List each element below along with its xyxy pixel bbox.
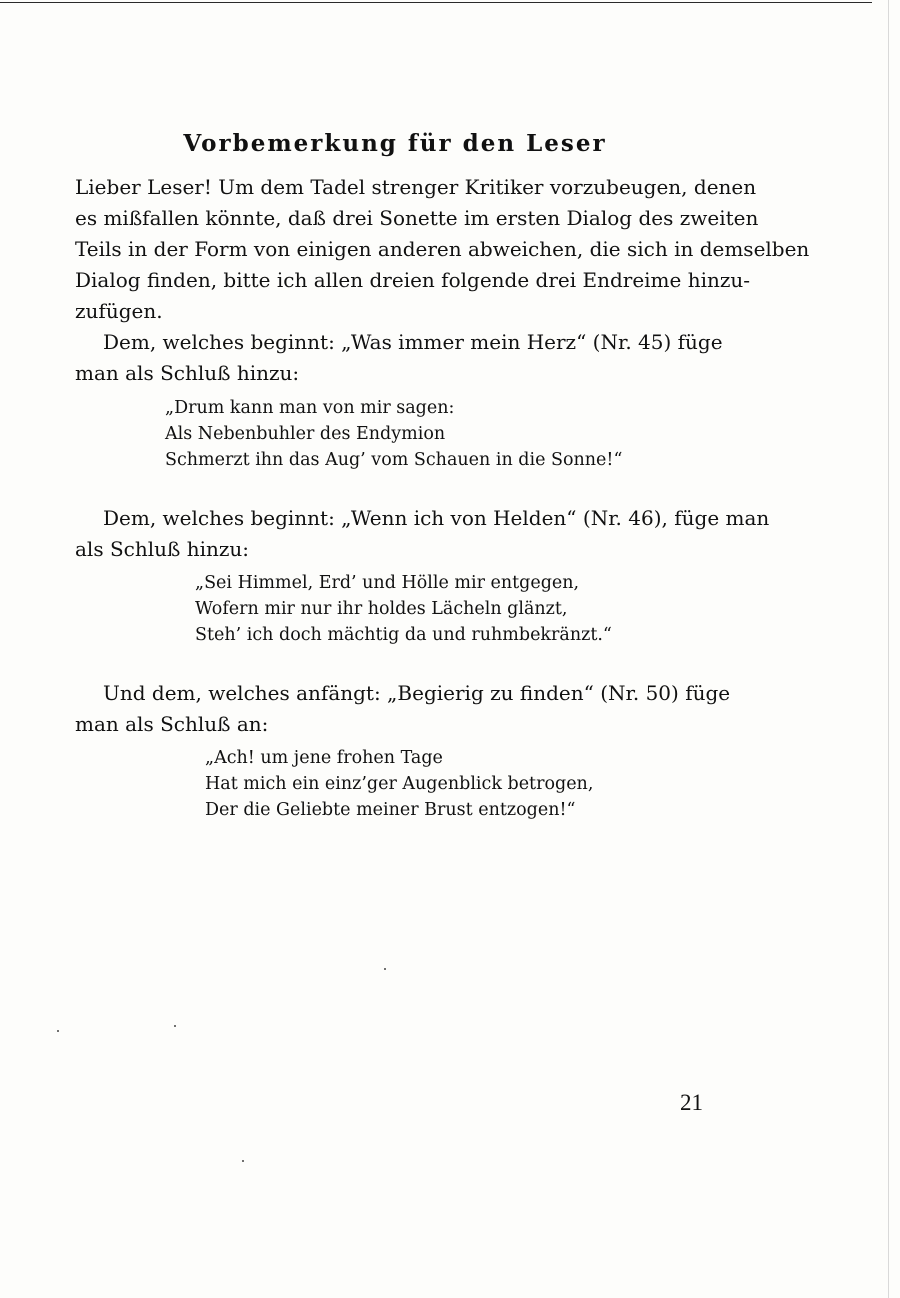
text-line: Dem, welches beginnt: „Wenn ich von Helden“ (Nr. 46), füge man [103, 506, 770, 530]
verse-line: Steh’ ich doch mächtig da und ruhmbekränzt.“ [195, 625, 612, 645]
verse-line: „Sei Himmel, Erd’ und Hölle mir entgegen, [195, 573, 580, 593]
sonnet-46-verse [195, 570, 612, 648]
scan-speck [174, 1025, 176, 1027]
sonnet-46-paragraph [75, 503, 770, 565]
sonnet-50-paragraph [75, 678, 731, 740]
page-heading: Vorbemerkung für den Leser [183, 130, 607, 157]
verse-line: Der die Geliebte meiner Brust entzogen!“ [205, 800, 576, 820]
sonnet-45-verse [165, 395, 622, 473]
verse-line: Wofern mir nur ihr holdes Lächeln glänzt, [195, 599, 568, 619]
verse-line: Hat mich ein einz’ger Augenblick betrogen, [205, 774, 594, 794]
verse-line: „Ach! um jene frohen Tage [205, 748, 443, 768]
text-line: zufügen. [75, 299, 163, 323]
intro-paragraph [75, 172, 810, 327]
verse-line: Als Nebenbuhler des Endymion [165, 424, 446, 444]
scan-speck [384, 968, 386, 970]
text-line: man als Schluß hinzu: [75, 361, 300, 385]
verse-line: Schmerzt ihn das Aug’ vom Schauen in die Sonne!“ [165, 450, 623, 470]
text-line: Und dem, welches anfängt: „Begierig zu finden“ (Nr. 50) füge [103, 681, 731, 705]
sonnet-45-paragraph [75, 327, 723, 389]
text-line: man als Schluß an: [75, 712, 269, 736]
top-rule [0, 2, 872, 3]
page-number: 21 [680, 1090, 703, 1115]
page-edge [888, 0, 889, 1298]
text-line: Lieber Leser! Um dem Tadel strenger Kritiker vorzubeugen, denen [75, 175, 757, 199]
text-line: Dem, welches beginnt: „Was immer mein Herz“ (Nr. 45) füge [103, 330, 723, 354]
verse-line: „Drum kann man von mir sagen: [165, 398, 455, 418]
scan-speck [242, 1160, 244, 1162]
text-line: Dialog finden, bitte ich allen dreien folgende drei Endreime hinzu- [75, 268, 751, 292]
text-line: als Schluß hinzu: [75, 537, 250, 561]
text-line: Teils in der Form von einigen anderen abweichen, die sich in demselben [75, 237, 810, 261]
text-line: es mißfallen könnte, daß drei Sonette im ersten Dialog des zweiten [75, 206, 759, 230]
scan-speck [57, 1030, 59, 1032]
sonnet-50-verse [205, 745, 593, 823]
